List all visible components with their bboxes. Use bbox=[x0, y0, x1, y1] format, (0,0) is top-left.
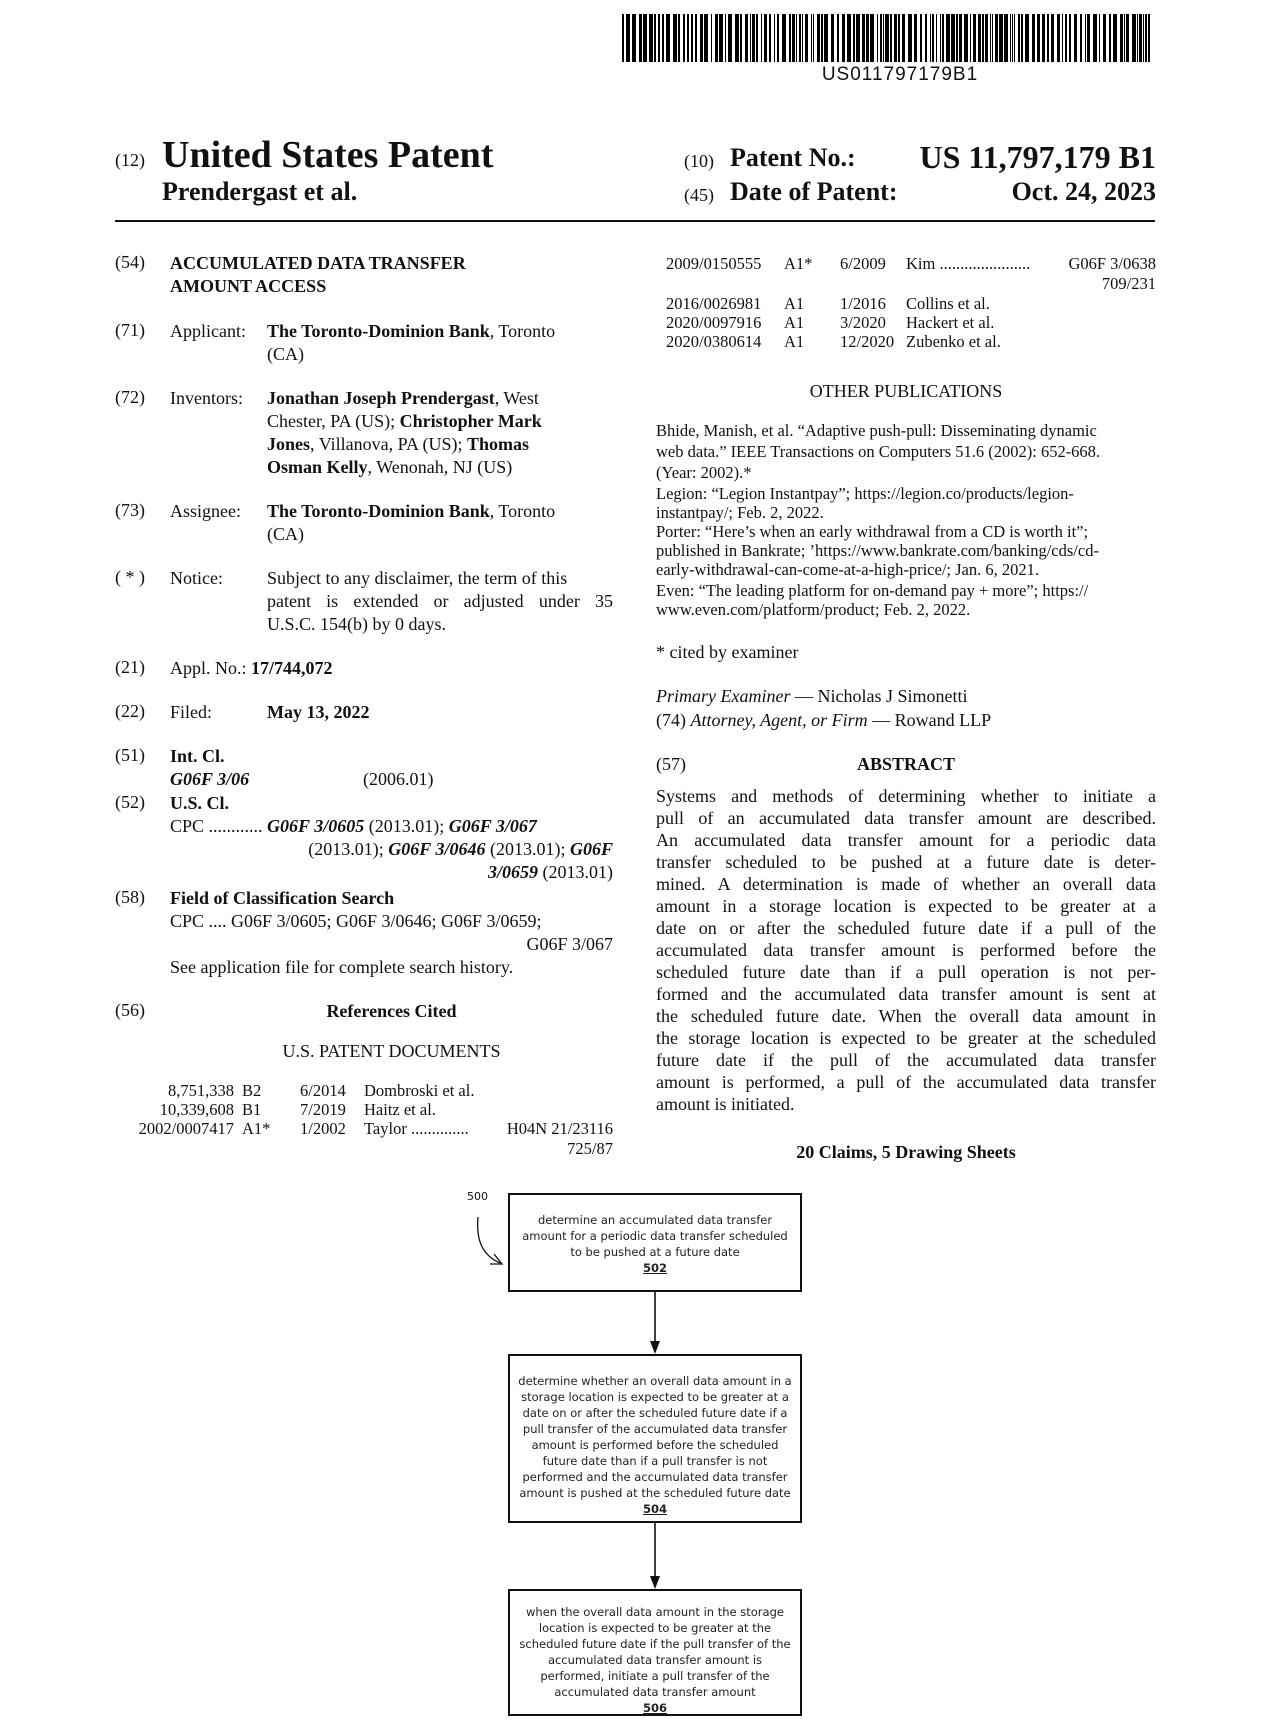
pub-line-3: Legion: “Legion Instantpay”; https://legion.co/products/legion- bbox=[656, 484, 1074, 503]
patent-no-label: Patent No.: bbox=[730, 143, 856, 172]
ref-number: 10,339,608 bbox=[159, 1100, 234, 1119]
flow-box-502-ref: 502 bbox=[642, 1261, 667, 1275]
filed-label: Filed: bbox=[170, 702, 213, 722]
ref-class: G06F 3/0638 bbox=[1068, 254, 1156, 273]
pub-line-7: early-withdrawal-can-come-at-a-high-price/; Jan. 6, 2021. bbox=[656, 560, 1039, 579]
abstract-line: the storage location is expected to be greater at the scheduled bbox=[656, 1028, 1156, 1048]
inventor-1-location-2: Chester, PA (US); bbox=[267, 411, 396, 431]
code-51: (51) bbox=[115, 745, 145, 765]
applicant-country: (CA) bbox=[267, 344, 304, 364]
abstract-line: pull of an accumulated data transfer amount are described. bbox=[656, 808, 1156, 828]
ref-name: Taylor .............. bbox=[364, 1119, 469, 1138]
cpc-year-3: (2013.01); bbox=[485, 839, 566, 859]
code-22: (22) bbox=[115, 701, 145, 721]
cpc-prefix: CPC ............ bbox=[170, 816, 263, 836]
flow-box-504-text: determine whether an overall data amount in a storage location is expected to be greater at a date on or after the scheduled future date if a pull transfer of the accumulated data transfer amount is performed before the scheduled future date than if a pull transfer is not performed and the accumulated data transfer amount is pushed at the scheduled future date bbox=[518, 1374, 792, 1500]
flow-box-506-ref: 506 bbox=[642, 1701, 667, 1715]
cpc-code-4a: G06F bbox=[569, 839, 613, 859]
us-cl-label: U.S. Cl. bbox=[170, 793, 230, 813]
ref-number: 2020/0097916 bbox=[666, 313, 762, 332]
abstract-line: mined. A determination is made of whether an overall data bbox=[656, 874, 1156, 894]
code-54: (54) bbox=[115, 252, 145, 272]
figure-label: 500 bbox=[467, 1190, 488, 1203]
inventor-3-name-b: Osman Kelly bbox=[267, 457, 368, 477]
arrowhead-506 bbox=[650, 1576, 660, 1589]
cpc-code-3: G06F 3/0646 bbox=[388, 839, 486, 859]
inventor-1-name: Jonathan Joseph Prendergast bbox=[267, 388, 495, 408]
title-line-1: ACCUMULATED DATA TRANSFER bbox=[170, 253, 466, 273]
assignee-country: (CA) bbox=[267, 524, 304, 544]
date-of-patent-label: Date of Patent: bbox=[730, 177, 898, 206]
inventor-1-location: , West bbox=[494, 388, 539, 408]
ref-number: 2020/0380614 bbox=[666, 332, 762, 351]
field-search-line-1: CPC .... G06F 3/0605; G06F 3/0646; G06F 3/0659; bbox=[170, 911, 542, 931]
abstract-line: amount is performed, a pull of the accumulated data transfer bbox=[656, 1072, 1156, 1092]
pub-line-4: instantpay/; Feb. 2, 2022. bbox=[656, 503, 824, 522]
ref-name: Dombroski et al. bbox=[364, 1081, 475, 1100]
ref-name: Haitz et al. bbox=[364, 1100, 436, 1119]
claims-sheets: 20 Claims, 5 Drawing Sheets bbox=[796, 1142, 1016, 1162]
ref-number: 2016/0026981 bbox=[666, 294, 762, 313]
abstract-line: accumulated data transfer amount is performed before the bbox=[656, 940, 1156, 960]
cpc-code-1: G06F 3/0605 bbox=[267, 816, 365, 836]
references-cited-label: References Cited bbox=[326, 1001, 457, 1021]
ref-number: 8,751,338 bbox=[168, 1081, 234, 1100]
pub-line-2: (Year: 2002).* bbox=[656, 463, 752, 482]
assignee-location: , Toronto bbox=[489, 501, 556, 521]
code-56: (56) bbox=[115, 1000, 145, 1020]
pub-line-0: Bhide, Manish, et al. “Adaptive push-pull: Disseminating dynamic bbox=[656, 421, 1097, 440]
field-search-line-3: See application file for complete search history. bbox=[170, 957, 514, 977]
ref-name: Collins et al. bbox=[906, 294, 990, 313]
abstract-line: the scheduled future date. When the overall data amount in bbox=[656, 1006, 1156, 1026]
inventor-3-name-a: Thomas bbox=[466, 434, 529, 454]
code-52: (52) bbox=[115, 792, 145, 812]
cpc-year-2: (2013.01); bbox=[308, 839, 384, 859]
figure-label-leader bbox=[478, 1217, 500, 1263]
ref-name: Hackert et al. bbox=[906, 313, 995, 332]
assignee-label: Assignee: bbox=[170, 501, 241, 521]
right-ref-row-0-class-2: 709/231 bbox=[1101, 274, 1156, 293]
ref-kind: A1 bbox=[784, 294, 805, 313]
ref-kind: A1 bbox=[784, 332, 805, 351]
abstract-line: Systems and methods of determining whether to initiate a bbox=[656, 786, 1156, 806]
cited-by-examiner: * cited by examiner bbox=[656, 642, 799, 662]
filed-date: May 13, 2022 bbox=[267, 702, 370, 722]
inventor-2-name-b: Jones bbox=[267, 434, 311, 454]
ref-name: Zubenko et al. bbox=[906, 332, 1001, 351]
ref-kind: A1* bbox=[242, 1119, 271, 1138]
ref-date: 12/2020 bbox=[840, 332, 895, 351]
applicant-label: Applicant: bbox=[170, 321, 246, 341]
cpc-code-4b: 3/0659 bbox=[487, 862, 538, 882]
attorney-label: Attorney, Agent, or Firm bbox=[690, 710, 868, 730]
ref-kind: B1 bbox=[242, 1100, 262, 1119]
barcode-number: US011797179B1 bbox=[821, 64, 979, 85]
assignee-name: The Toronto-Dominion Bank bbox=[267, 501, 490, 521]
ref-number: 2009/0150555 bbox=[666, 254, 762, 273]
applicant-name: The Toronto-Dominion Bank bbox=[267, 321, 490, 341]
us-patent-documents-label: U.S. PATENT DOCUMENTS bbox=[282, 1041, 501, 1061]
ref-kind: B2 bbox=[242, 1081, 262, 1100]
left-ref-row-2-class-2: 725/87 bbox=[567, 1139, 613, 1158]
pub-line-6: published in Bankrate; ’https://www.bankrate.com/banking/cds/cd- bbox=[656, 541, 1099, 560]
abstract-line: scheduled future date than if a pull operation is not per- bbox=[656, 962, 1156, 982]
ref-date: 6/2014 bbox=[300, 1081, 346, 1100]
pub-line-8: Even: “The leading platform for on-demand pay + more”; https:// bbox=[656, 581, 1089, 600]
flow-box-504 bbox=[508, 1354, 802, 1523]
inventor-3-location: , Wenonah, NJ (US) bbox=[367, 457, 513, 477]
abstract-line: An accumulated data transfer amount for a periodic data bbox=[656, 830, 1156, 850]
code-10: (10) bbox=[684, 151, 714, 171]
patent-type-title: United States Patent bbox=[162, 134, 494, 176]
int-cl-code: G06F 3/06 bbox=[170, 769, 250, 789]
ref-name: Kim ...................... bbox=[906, 254, 1031, 273]
patent-number: US 11,797,179 B1 bbox=[919, 139, 1156, 175]
code-73: (73) bbox=[115, 500, 145, 520]
cpc-code-2: G06F 3/067 bbox=[448, 816, 537, 836]
field-search-line-2: G06F 3/067 bbox=[526, 934, 613, 954]
arrowhead-504 bbox=[650, 1341, 660, 1354]
flow-box-506-text: when the overall data amount in the storage location is expected to be greater at the scheduled future date if the pull transfer of the accumulated data transfer amount is performed, initiate a pull transfer of the accumulated data transfer amount bbox=[519, 1605, 791, 1699]
ref-date: 1/2016 bbox=[840, 294, 886, 313]
code-72: (72) bbox=[115, 387, 145, 407]
attorney-name: — Rowand LLP bbox=[867, 710, 992, 730]
code-45: (45) bbox=[684, 185, 714, 205]
ref-date: 3/2020 bbox=[840, 313, 886, 332]
ref-kind: A1* bbox=[784, 254, 813, 273]
pub-line-1: web data.” IEEE Transactions on Computers 51.6 (2002): 652-668. bbox=[656, 442, 1101, 461]
pub-line-5: Porter: “Here’s when an early withdrawal from a CD is worth it”; bbox=[656, 522, 1089, 541]
inventors-short: Prendergast et al. bbox=[162, 177, 358, 206]
other-publications-label: OTHER PUBLICATIONS bbox=[809, 381, 1003, 401]
code-12: (12) bbox=[115, 150, 145, 170]
flow-box-506 bbox=[508, 1589, 802, 1716]
inventor-2-location: , Villanova, PA (US); bbox=[310, 434, 463, 454]
primary-examiner-name: — Nicholas J Simonetti bbox=[790, 686, 968, 706]
flow-box-502 bbox=[508, 1193, 802, 1292]
notice-label: Notice: bbox=[170, 568, 223, 588]
code-71: (71) bbox=[115, 320, 145, 340]
ref-number: 2002/0007417 bbox=[138, 1119, 234, 1138]
abstract-line: future date if the pull of the accumulated data transfer bbox=[656, 1050, 1156, 1070]
notice-line-1: Subject to any disclaimer, the term of this bbox=[267, 568, 568, 588]
inventors-label: Inventors: bbox=[170, 388, 243, 408]
appl-no-label: Appl. No.: bbox=[170, 658, 247, 678]
flow-box-504-ref: 504 bbox=[642, 1502, 667, 1516]
code-21: (21) bbox=[115, 657, 145, 677]
cpc-year-4: (2013.01) bbox=[538, 862, 613, 882]
pub-line-9: www.even.com/platform/product; Feb. 2, 2022. bbox=[656, 600, 971, 619]
notice-line-3: U.S.C. 154(b) by 0 days. bbox=[267, 614, 446, 634]
abstract-line: transfer scheduled to be pushed at a future date is deter- bbox=[656, 852, 1156, 872]
abstract-label: ABSTRACT bbox=[856, 754, 956, 774]
title-line-2: AMOUNT ACCESS bbox=[170, 276, 327, 296]
ref-date: 1/2002 bbox=[300, 1119, 346, 1138]
notice-line-2: patent is extended or adjusted under 35 bbox=[267, 591, 613, 611]
date-of-patent: Oct. 24, 2023 bbox=[1011, 177, 1156, 206]
cpc-year-1: (2013.01); bbox=[364, 816, 445, 836]
applicant-location: , Toronto bbox=[489, 321, 556, 341]
abstract-line: amount in a storage location is expected to be greater at a bbox=[656, 896, 1156, 916]
appl-no: 17/744,072 bbox=[251, 658, 333, 678]
ref-class: H04N 21/23116 bbox=[506, 1119, 613, 1138]
code-notice: ( * ) bbox=[115, 567, 145, 587]
code-57: (57) bbox=[656, 754, 686, 774]
field-search-label: Field of Classification Search bbox=[170, 888, 395, 908]
code-74: (74) bbox=[656, 710, 686, 730]
code-58: (58) bbox=[115, 887, 145, 907]
primary-examiner-label: Primary Examiner bbox=[656, 686, 791, 706]
ref-kind: A1 bbox=[784, 313, 805, 332]
ref-date: 7/2019 bbox=[300, 1100, 346, 1119]
abstract-line: formed and the accumulated data transfer amount is sent at bbox=[656, 984, 1156, 1004]
int-cl-label: Int. Cl. bbox=[170, 746, 225, 766]
inventor-2-name-a: Christopher Mark bbox=[399, 411, 542, 431]
ref-date: 6/2009 bbox=[840, 254, 886, 273]
flow-box-502-text: determine an accumulated data transfer amount for a periodic data transfer scheduled to be pushed at a future date bbox=[522, 1213, 788, 1259]
abstract-line: amount is initiated. bbox=[656, 1094, 795, 1114]
abstract-line: date on or after the scheduled future date if a pull of the bbox=[656, 918, 1156, 938]
int-cl-year: (2006.01) bbox=[363, 769, 434, 789]
